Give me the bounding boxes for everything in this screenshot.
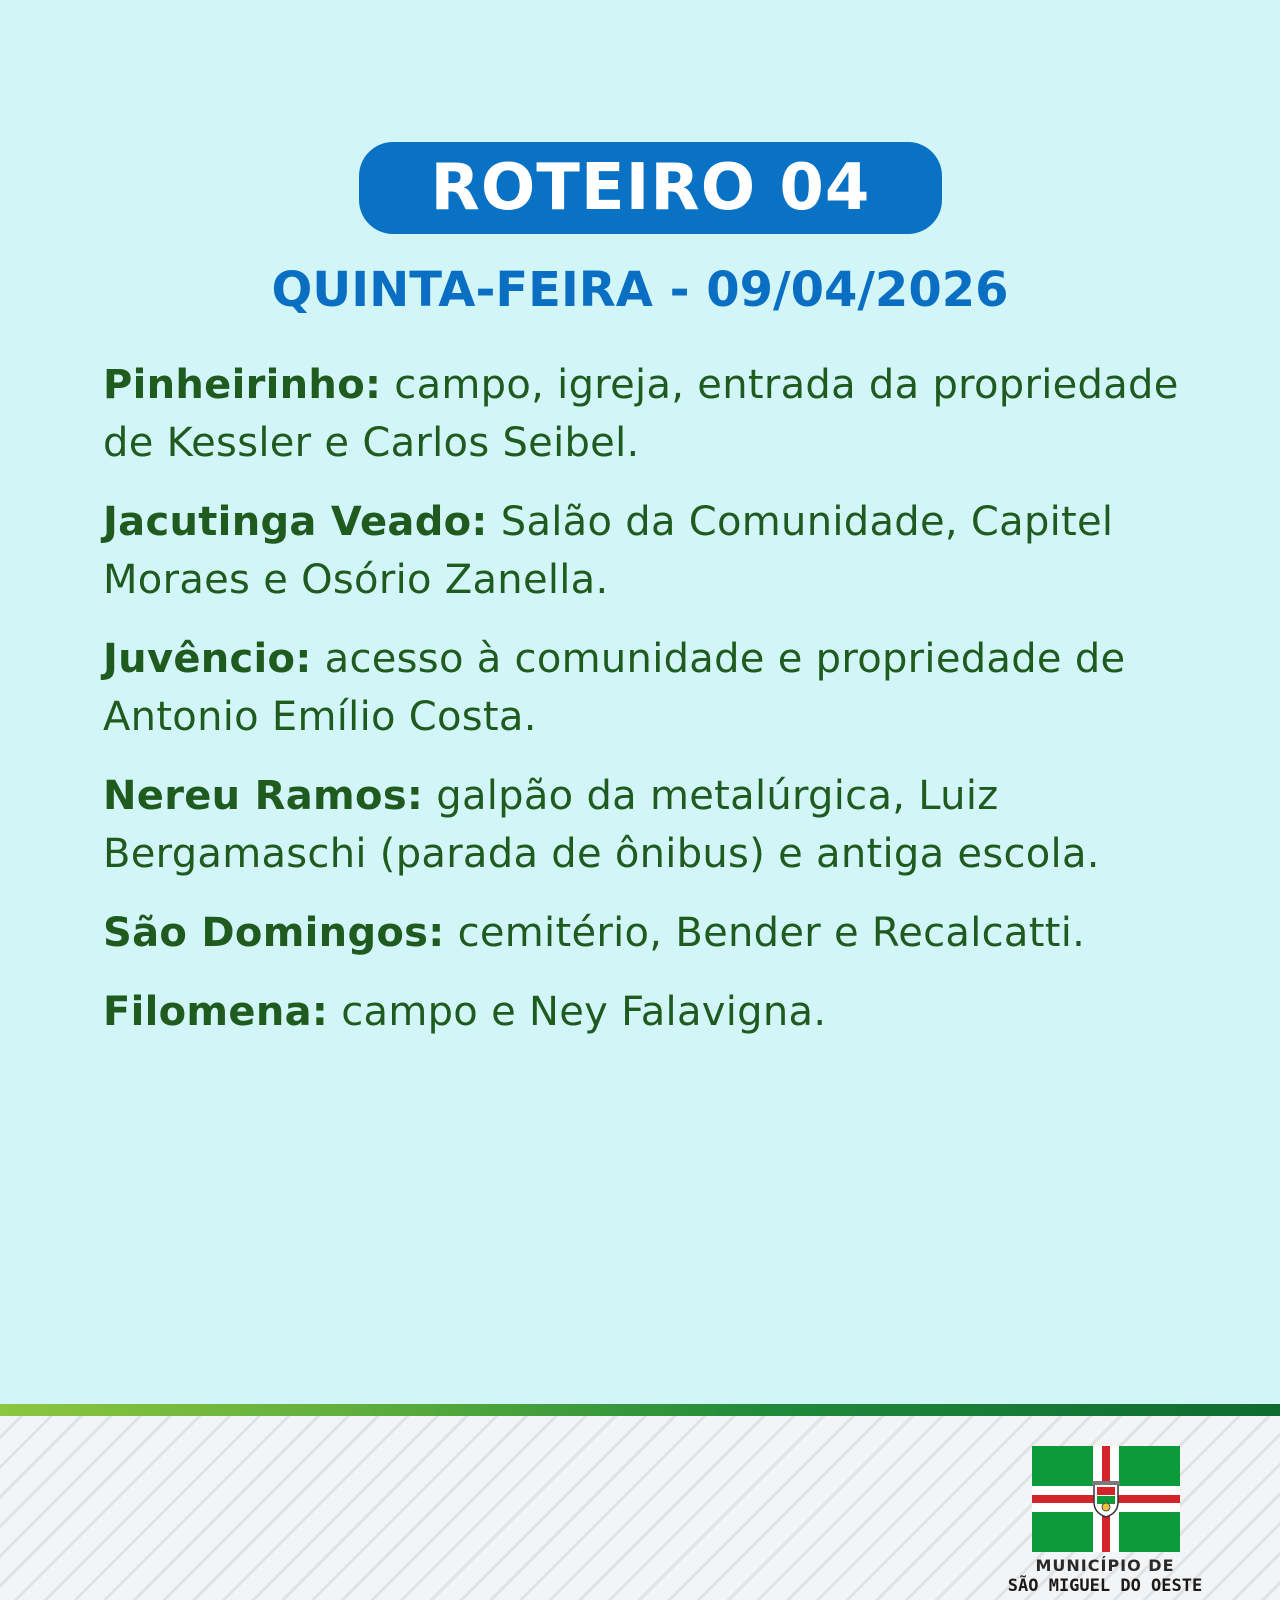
municipality-label: MUNICÍPIO DE <box>1035 1556 1175 1575</box>
entry-name: Juvêncio: <box>103 636 312 682</box>
entry-text: campo e Ney Falavigna. <box>328 989 827 1035</box>
route-entry-juvencio <box>103 630 1183 746</box>
municipality-name: SÃO MIGUEL DO OESTE <box>1007 1576 1203 1596</box>
route-entry-filomena <box>103 983 1183 1041</box>
route-entry-pinheirinho <box>103 356 1183 472</box>
title-badge <box>359 142 942 234</box>
entry-name: Nereu Ramos: <box>103 773 424 819</box>
entry-name: Pinheirinho: <box>103 362 382 408</box>
route-entry-nereu-ramos <box>103 767 1183 883</box>
footer-stripe <box>0 1404 1280 1416</box>
entry-name: Jacutinga Veado: <box>103 499 488 545</box>
date-subtitle: QUINTA-FEIRA - 09/04/2026 <box>271 262 1009 318</box>
page-title: ROTEIRO 04 <box>430 151 871 225</box>
entry-name: São Domingos: <box>103 910 445 956</box>
entry-text: cemitério, Bender e Recalcatti. <box>444 910 1086 956</box>
entry-text: campo, igreja, entrada da propriedade de Kessler e Carlos Seibel. <box>103 362 1179 466</box>
municipal-flag-icon <box>1032 1446 1180 1552</box>
coat-of-arms-icon <box>1088 1480 1124 1518</box>
route-entry-jacutinga-veado <box>103 493 1183 609</box>
entry-text: acesso à comunidade e propriedade de Antonio Emílio Costa. <box>103 636 1126 740</box>
entry-text: Salão da Comunidade, Capitel Moraes e Osório Zanella. <box>103 499 1114 603</box>
route-entry-sao-domingos <box>103 904 1183 962</box>
route-list <box>103 356 1183 1062</box>
entry-text: galpão da metalúrgica, Luiz Bergamaschi (parada de ônibus) e antiga escola. <box>103 773 1100 877</box>
entry-name: Filomena: <box>103 989 329 1035</box>
